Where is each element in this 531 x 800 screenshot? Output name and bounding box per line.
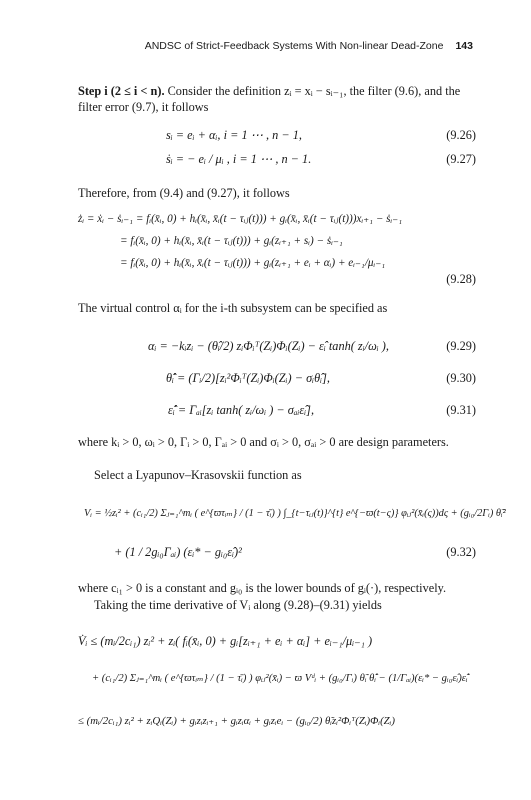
equation-9-32-line1	[78, 507, 506, 525]
equation-9-28-line1	[78, 212, 476, 230]
equation-body: θ̂̇ᵢ = (Γᵢ/2)[zᵢ²Φᵢᵀ(Zᵢ)Φᵢ(Zᵢ) − σᵢθ̂ᵢ],	[166, 371, 330, 385]
equation-9-30	[78, 371, 476, 389]
equation-body: żᵢ = ẋᵢ − ṡᵢ₋₁ = fᵢ(x̄ᵢ, 0) + hᵢ(x̄ᵢ, x̄ᵢ(t − τᵢⱼ(t))) + gᵢ(x̄ᵢ, x̄ᵢ(t − τᵢⱼ(t)))xᵢ₊₁ − ṡᵢ₋₁	[78, 213, 403, 225]
equation-body: αᵢ = −kᵢzᵢ − (θ̂ᵢ/2) zᵢΦᵢᵀ(Zᵢ)Φᵢ(Zᵢ) − ε̂ᵢ tanh( zᵢ/ωᵢ ),	[148, 339, 389, 353]
header-title: ANDSC of Strict-Feedback Systems With Non-linear Dead-Zone	[144, 40, 444, 52]
inequality-line1	[78, 634, 476, 652]
taking-derivative-paragraph: Taking the time derivative of Vᵢ along (9.28)–(9.31) yields	[94, 598, 382, 612]
page-number: 143	[455, 40, 473, 52]
equation-9-28-number	[78, 272, 476, 290]
equation-9-27	[78, 152, 476, 170]
equation-body: = fᵢ(x̄ᵢ, 0) + hᵢ(x̄ᵢ, x̄ᵢ(t − τᵢⱼ(t))) + gᵢ(zᵢ₊₁ + sᵢ) − ṡᵢ₋₁	[120, 235, 343, 247]
equation-body: + (cᵢ₁/2) Σⱼ₌₁^mᵢ ( e^{ϖτᵢₘ} / (1 − τ̄ᵢ) ) φᵢⱼ²(x̄ᵢ) − ϖ Vᵈᵢ + (gᵢ₀/Γᵢ) θ̃ᵢ θ̂̇ᵢ − (1/Γₐᵢ)(εᵢ* − gᵢ₀ε̂ᵢ)ε̂̇ᵢ	[92, 673, 468, 684]
equation-body: ≤ (mᵢ/2cᵢ₁) zᵢ² + zᵢQᵢ(Zᵢ) + gᵢzᵢzᵢ₊₁ + gᵢzᵢαᵢ + gᵢzᵢeᵢ − (gᵢ₀/2) θ̃ᵢzᵢ²Φᵢᵀ(Zᵢ)Φᵢ(Zᵢ)	[78, 715, 395, 727]
equation-9-29	[78, 339, 476, 357]
running-header	[0, 40, 473, 52]
equation-number: (9.31)	[446, 403, 476, 417]
equation-body: sᵢ = eᵢ + αᵢ, i = 1 ⋯ , n − 1,	[166, 128, 302, 142]
equation-body: V̇ᵢ ≤ (mᵢ/2cᵢ₁) zᵢ² + zᵢ( fᵢ(x̄ᵢ, 0) + gᵢ[zᵢ₊₁ + eᵢ + αᵢ] + eᵢ₋₁/μᵢ₋₁ )	[78, 634, 373, 648]
equation-body: + (1 / 2gᵢ₀Γₐᵢ) (εᵢ* − gᵢ₀ε̂ᵢ)²	[114, 545, 242, 559]
therefore-paragraph: Therefore, from (9.4) and (9.27), it follows	[78, 186, 290, 200]
equation-number: (9.29)	[446, 339, 476, 353]
inequality-line2	[78, 672, 476, 690]
equation-number: (9.26)	[446, 128, 476, 142]
equation-body: = fᵢ(x̄ᵢ, 0) + hᵢ(x̄ᵢ, x̄ᵢ(t − τᵢⱼ(t))) + gᵢ(zᵢ₊₁ + eᵢ + αᵢ) + eᵢ₋₁/μᵢ₋₁	[120, 257, 386, 269]
inequality-line3	[78, 714, 476, 732]
equation-number: (9.32)	[446, 545, 476, 559]
equation-body: ε̂̇ᵢ = Γₐᵢ[zᵢ tanh( zᵢ/ωᵢ ) − σₐᵢε̂ᵢ],	[168, 403, 315, 417]
equation-body: Vᵢ = ½zᵢ² + (cᵢ₁/2) Σⱼ₌₁^mᵢ ( e^{ϖτᵢₘ} / (1 − τ̄ᵢ) ) ∫_{t−τᵢⱼ(t)}^{t} e^{−ϖ(t−ς)} φᵢⱼ²(x̄ᵢ(ς))dς + (gᵢ₀/2Γᵢ) θ̃ᵢ²	[84, 508, 506, 519]
where-constant-paragraph: where cᵢ₁ > 0 is a constant and gᵢ₀ is the lower bounds of gᵢ(·), respectively.	[78, 581, 447, 595]
step-text: Consider the definition zᵢ = xᵢ − sᵢ₋₁, the filter (9.6), and the filter error (9.7), it follows	[78, 84, 461, 114]
step-paragraph	[78, 84, 476, 115]
step-label: Step i (2 ≤ i < n).	[78, 84, 165, 98]
equation-9-31	[78, 403, 476, 421]
where-parameters-paragraph: where kᵢ > 0, ωᵢ > 0, Γᵢ > 0, Γₐᵢ > 0 and σᵢ > 0, σₐᵢ > 0 are design parameters.	[78, 435, 449, 449]
equation-9-28-line2	[78, 234, 476, 252]
equation-number: (9.27)	[446, 152, 476, 166]
select-lyapunov-paragraph: Select a Lyapunov–Krasovskii function as	[94, 468, 302, 482]
equation-9-32-line2	[78, 545, 476, 563]
equation-number: (9.30)	[446, 371, 476, 385]
equation-body: ṡᵢ = − eᵢ / μᵢ , i = 1 ⋯ , n − 1.	[166, 152, 312, 166]
equation-9-26	[78, 128, 476, 146]
virtual-control-paragraph: The virtual control αᵢ for the i-th subsystem can be specified as	[78, 301, 388, 315]
equation-number: (9.28)	[446, 272, 476, 286]
